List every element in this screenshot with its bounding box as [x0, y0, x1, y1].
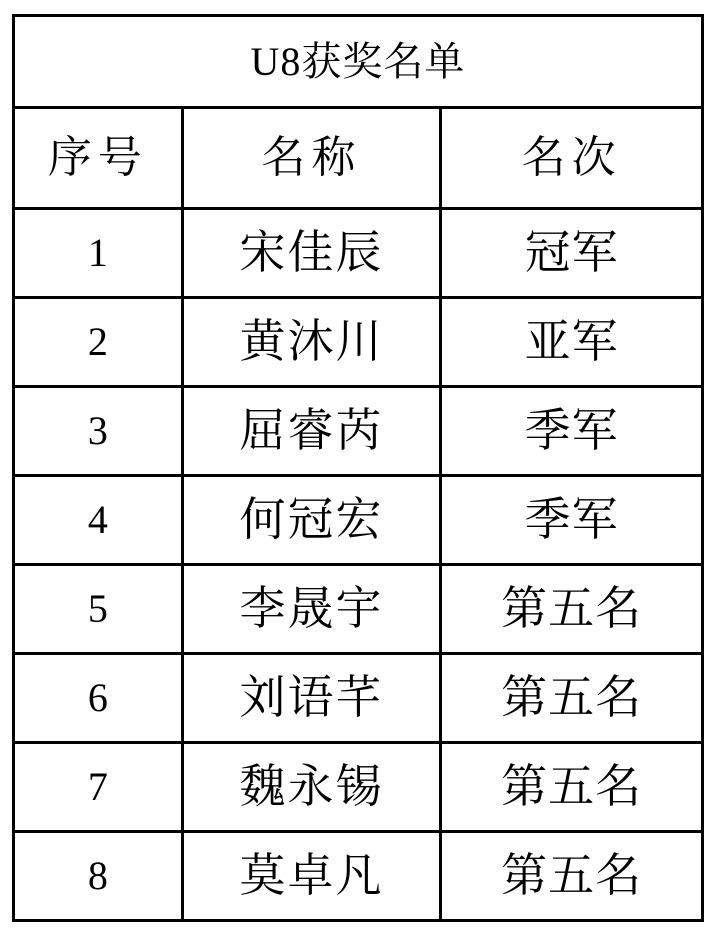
row-index: 5: [14, 564, 183, 653]
row-name: 魏永锡: [182, 742, 440, 831]
row-index: 6: [14, 653, 183, 742]
table-row: [14, 475, 703, 564]
row-rank: 第五名: [441, 742, 703, 831]
row-index: 2: [14, 297, 183, 386]
row-index: 7: [14, 742, 183, 831]
row-name: 宋佳辰: [182, 208, 440, 297]
row-name: 黄沐川: [182, 297, 440, 386]
row-rank: 第五名: [441, 653, 703, 742]
table-header-row: [14, 108, 703, 209]
table-row: [14, 653, 703, 742]
row-index: 1: [14, 208, 183, 297]
table-row: [14, 742, 703, 831]
row-index: 3: [14, 386, 183, 475]
row-name: 刘语芊: [182, 653, 440, 742]
row-rank: 亚军: [441, 297, 703, 386]
table-title-row: [14, 16, 703, 108]
column-header-index: 序号: [14, 108, 183, 209]
table-row: [14, 386, 703, 475]
row-rank: 冠军: [441, 208, 703, 297]
row-index: 8: [14, 831, 183, 920]
table-row: [14, 564, 703, 653]
award-list-table: [12, 14, 704, 922]
row-index: 4: [14, 475, 183, 564]
row-name: 屈睿芮: [182, 386, 440, 475]
table-row: [14, 297, 703, 386]
row-rank: 第五名: [441, 831, 703, 920]
table-row: [14, 831, 703, 920]
row-name: 李晟宇: [182, 564, 440, 653]
row-rank: 第五名: [441, 564, 703, 653]
row-rank: 季军: [441, 475, 703, 564]
row-rank: 季军: [441, 386, 703, 475]
column-header-rank: 名次: [441, 108, 703, 209]
table-row: [14, 208, 703, 297]
page-title: U8获奖名单: [14, 16, 703, 108]
row-name: 莫卓凡: [182, 831, 440, 920]
row-name: 何冠宏: [182, 475, 440, 564]
column-header-name: 名称: [182, 108, 440, 209]
